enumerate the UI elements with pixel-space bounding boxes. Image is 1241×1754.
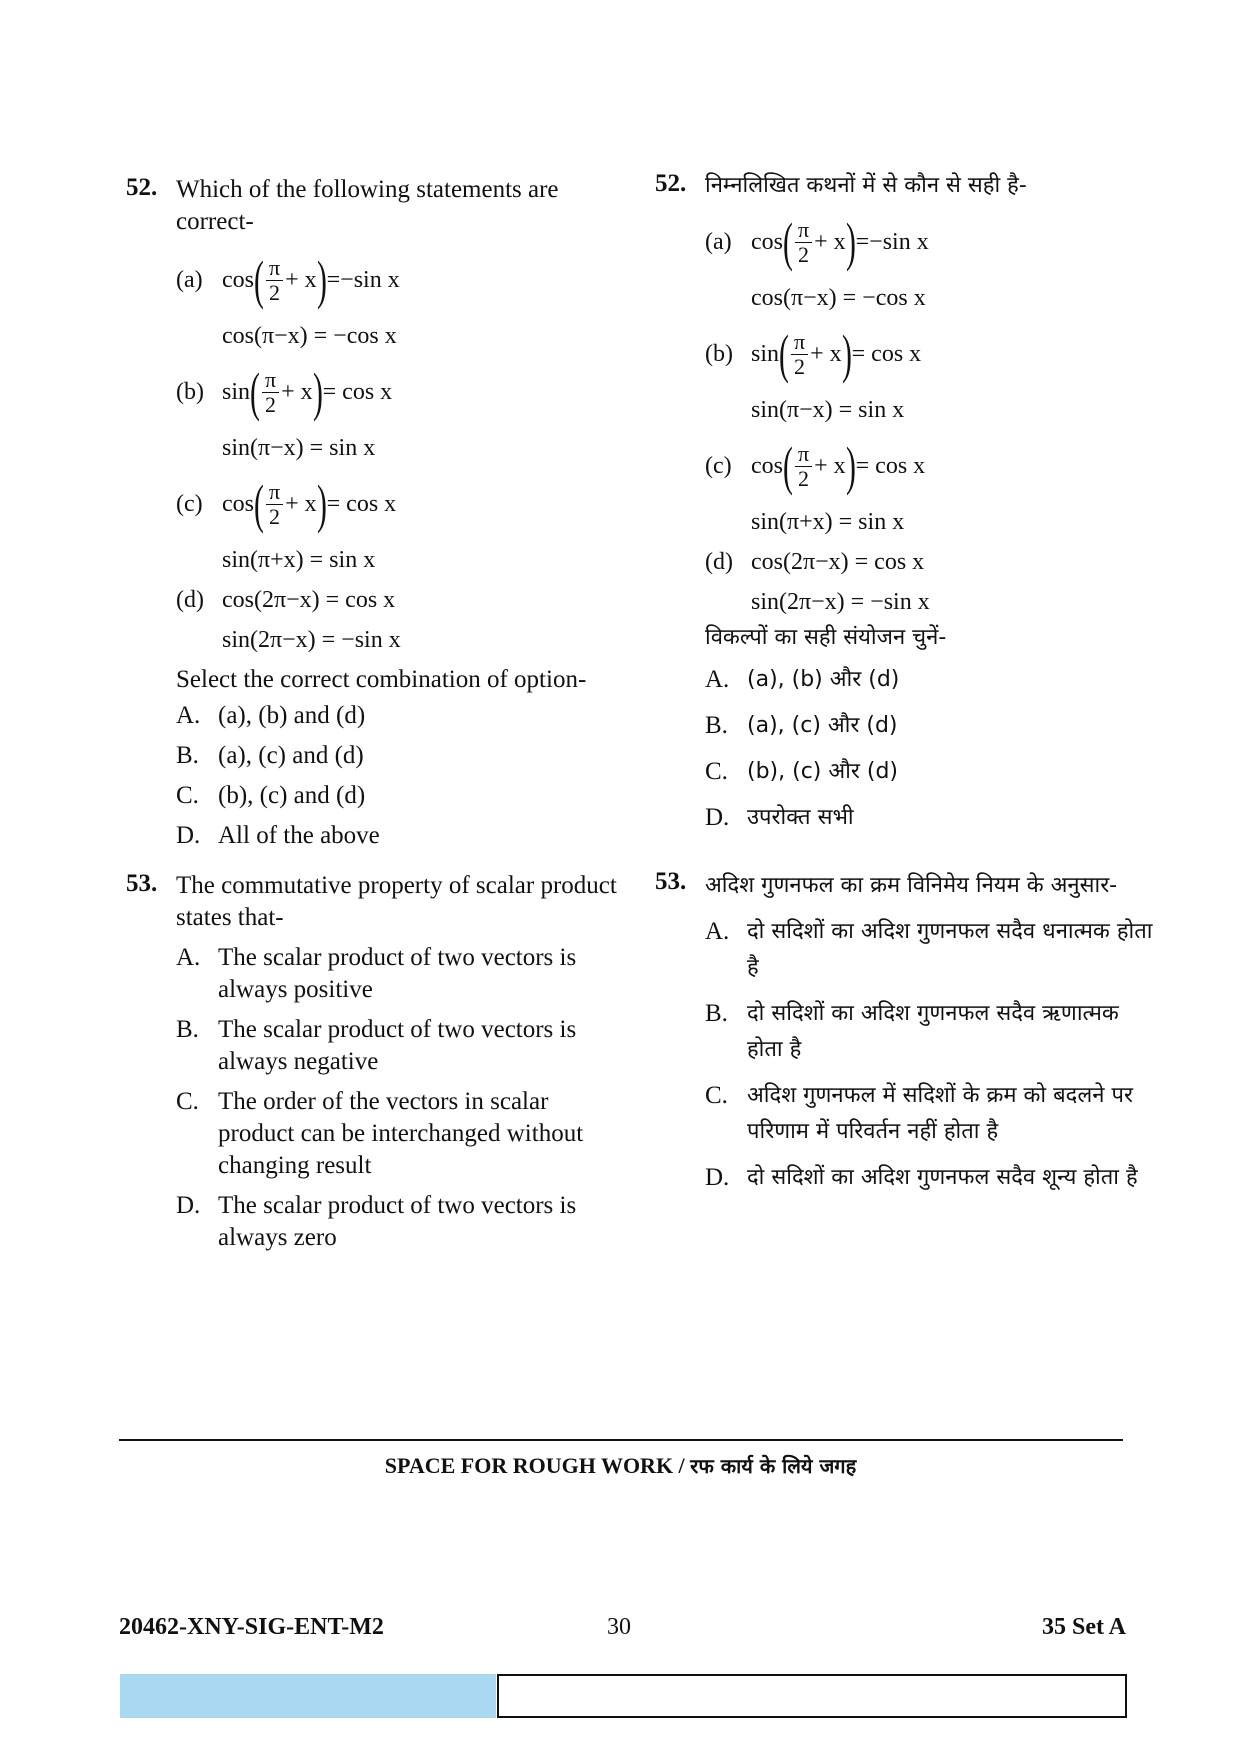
- formula-d-line2: sin(2π−x) = −sin x: [222, 626, 401, 653]
- option-c[interactable]: C. (b), (c) and (d): [176, 782, 366, 809]
- question-stem: अदिश गुणनफल का क्रम विनिमेय नियम के अनुसार-: [705, 873, 1118, 898]
- option-a[interactable]: A. दो सदिशों का अदिश गुणनफल सदैव धनात्मक होता है: [705, 918, 1153, 980]
- formula-a-line2: cos(π−x) = −cos x: [751, 284, 926, 311]
- formula-b-line2: sin(π−x) = sin x: [222, 434, 376, 461]
- formula-b-line1: (b) sin ( $\frac{\pi}{2}$ + x ) = cos x: [176, 362, 393, 422]
- option-b[interactable]: B. दो सदिशों का अदिश गुणनफल सदैव ऋणात्मक होता है: [705, 1000, 1119, 1062]
- formula-d-line1: (d) cos(2π−x) = cos x: [176, 586, 396, 613]
- options-list: [176, 942, 626, 1254]
- option-b[interactable]: B. The scalar product of two vectors is always negative: [176, 1016, 577, 1075]
- footer-paper-code: 20462-XNY-SIG-ENT-M2: [119, 1614, 384, 1640]
- question-53-en: [126, 870, 626, 1254]
- formula-d-line2: sin(2π−x) = −sin x: [751, 588, 930, 615]
- question-52-hi: [655, 170, 1155, 834]
- option-c[interactable]: C. अदिश गुणनफल में सदिशों के क्रम को बदलने पर परिणाम में परिवर्तन नहीं होता है: [705, 1082, 1133, 1144]
- formula-c-line2: sin(π+x) = sin x: [222, 546, 376, 573]
- prompt-text: विकल्पों का सही संयोजन चुनें-: [705, 625, 947, 650]
- option-a[interactable]: A. The scalar product of two vectors is always positive: [176, 944, 577, 1003]
- option-b[interactable]: B. (a), (c) और (d): [705, 712, 898, 739]
- question-number: 52.: [655, 170, 687, 197]
- option-d[interactable]: D. All of the above: [176, 822, 380, 849]
- fraction: $\frac{\pi}{2}$: [266, 256, 283, 305]
- formula-c-line1: (c) cos ( $\frac{\pi}{2}$ + x ) = cos x: [705, 436, 926, 496]
- option-d[interactable]: D. The scalar product of two vectors is always zero: [176, 1192, 577, 1251]
- option-d[interactable]: D. दो सदिशों का अदिश गुणनफल सदैव शून्य होता है: [705, 1164, 1138, 1191]
- footer-set-label: 35 Set A: [1042, 1614, 1126, 1640]
- option-b[interactable]: B. (a), (c) and (d): [176, 742, 364, 769]
- formula-b-line1: (b) sin ( $\frac{\pi}{2}$ + x ) = cos x: [705, 324, 922, 384]
- english-column: [126, 174, 626, 1262]
- footer-empty-box: [497, 1674, 1127, 1718]
- option-d[interactable]: D. उपरोक्त सभी: [705, 804, 854, 831]
- option-a[interactable]: A. (a), (b) और (d): [705, 666, 900, 693]
- formula-d-line1: (d) cos(2π−x) = cos x: [705, 548, 925, 575]
- rough-work-label: SPACE FOR ROUGH WORK / रफ कार्य के लिये जगह: [384, 1453, 857, 1478]
- question-53-hi: [655, 868, 1155, 1196]
- formula-b-line2: sin(π−x) = sin x: [751, 396, 905, 423]
- option-c[interactable]: C. (b), (c) और (d): [705, 758, 899, 785]
- option-c[interactable]: C. The order of the vectors in scalar product can be interchanged without changing result: [176, 1088, 584, 1179]
- question-52-en: [126, 174, 626, 852]
- question-stem: The commutative property of scalar product states that-: [176, 872, 617, 931]
- formula-c-line1: (c) cos ( $\frac{\pi}{2}$ + x ) = cos x: [176, 474, 397, 534]
- option-a[interactable]: A. (a), (b) and (d): [176, 702, 366, 729]
- question-number: 53.: [126, 870, 158, 897]
- hindi-column: [655, 170, 1155, 1204]
- question-stem: Which of the following statements are correct-: [176, 176, 559, 235]
- formula-block: [705, 206, 1155, 622]
- formula-a-line2: cos(π−x) = −cos x: [222, 322, 397, 349]
- rough-work-divider: [119, 1439, 1123, 1441]
- question-stem: निम्नलिखित कथनों में से कौन से सही है-: [705, 173, 1027, 198]
- prompt-text: Select the correct combination of option-: [176, 666, 587, 693]
- formula-a-line1: (a) cos ( $\frac{\pi}{2}$ + x ) =−sin x: [176, 250, 400, 310]
- question-number: 53.: [655, 868, 687, 895]
- footer-blue-bar: [120, 1674, 496, 1718]
- footer-page-number: 30: [607, 1614, 631, 1640]
- question-number: 52.: [126, 174, 158, 201]
- options-list: [176, 700, 626, 852]
- formula-block: [176, 244, 626, 660]
- options-list: [705, 664, 1155, 834]
- formula-c-line2: sin(π+x) = sin x: [751, 508, 905, 535]
- options-list: [705, 914, 1155, 1196]
- formula-a-line1: (a) cos ( $\frac{\pi}{2}$ + x ) =−sin x: [705, 212, 929, 272]
